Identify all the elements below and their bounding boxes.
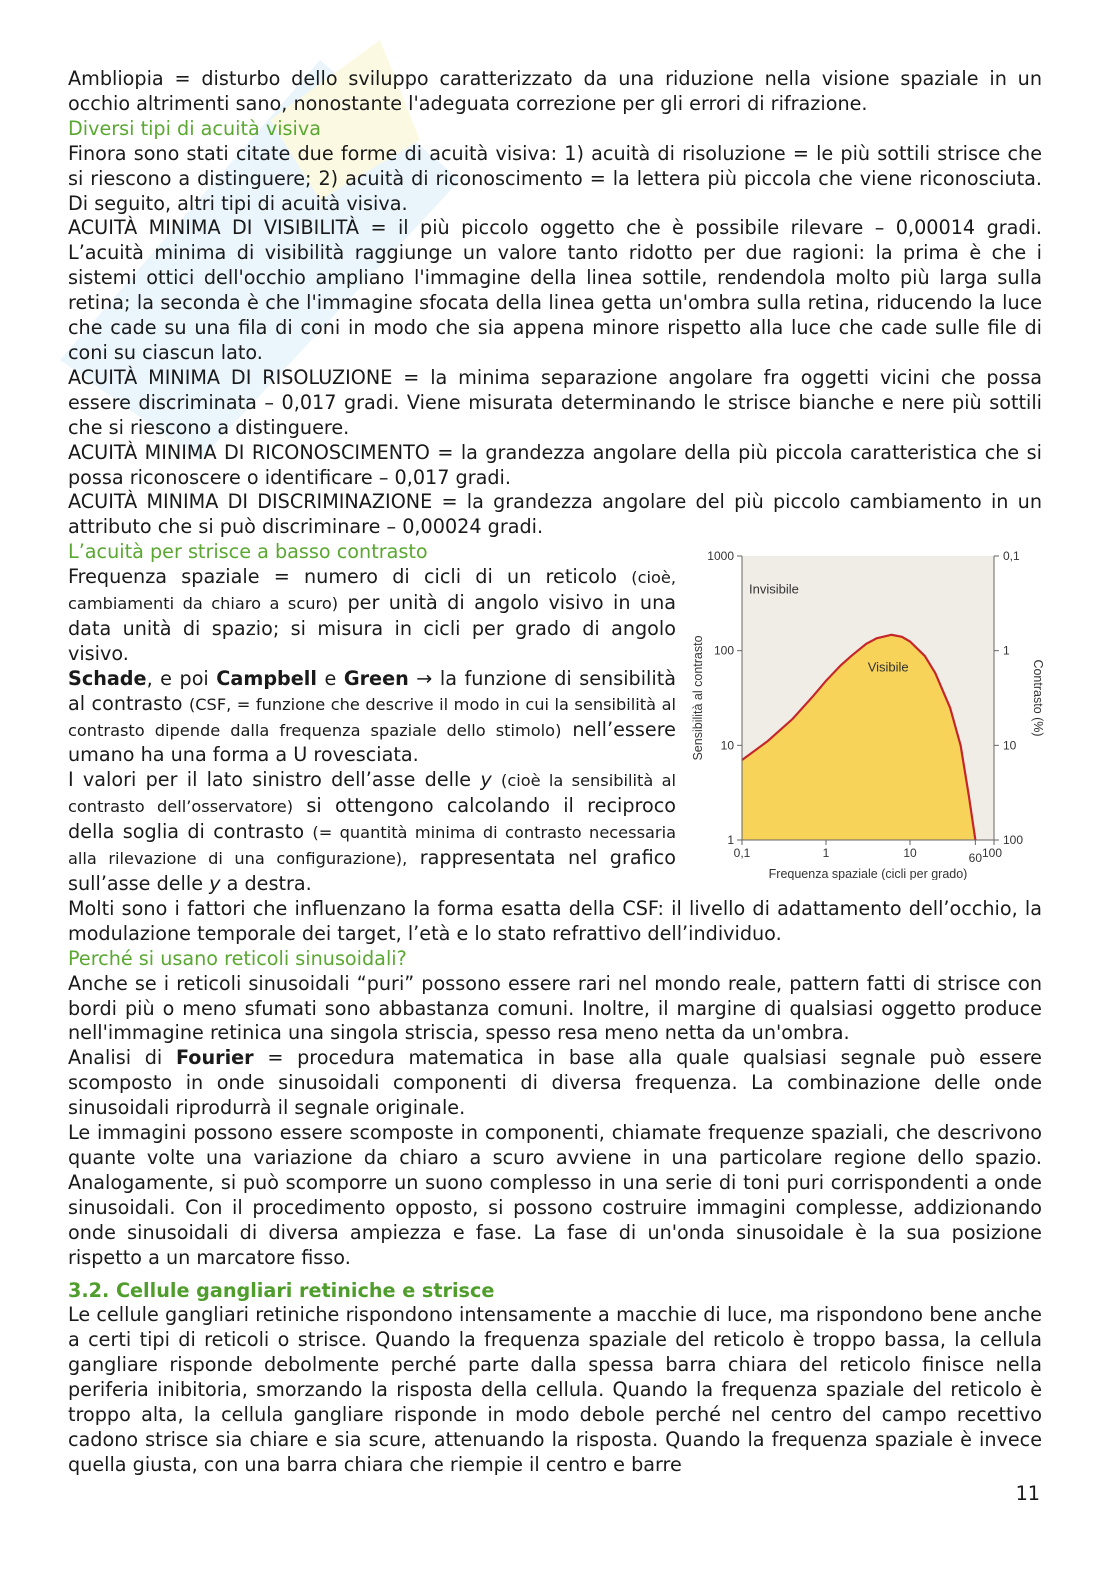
x-tick-label: 1 (822, 846, 830, 861)
name-green: Green (343, 666, 409, 690)
x-tick-label-60: 60 (968, 851, 983, 866)
y-tick-label-left: 1 (727, 833, 734, 848)
paragraph-immagini: Le immagini possono essere scomposte in componenti, chiamate frequenze spaziali, che descrivono quante volte una variazione da chiaro a scuro avviene in una particolare regione dello spazio. Analogamente, si può scomporre un suono complesso in una serie di toni puri corrispondenti a onde sinusoidali. Con il procedimento opposto, si possono costruire immagini complesse, addizionando onde sinusoidali di diversa ampiezza e fase. La fase di un'onda sinusoidale è la sua posizione rispetto a un marcatore fisso. (68, 1121, 1042, 1269)
text-frequenza-end: per unità di angolo visivo in una data unità di spazio; si misura in cicli per grado di angolo visivo. (68, 591, 676, 665)
text-csf-note: (CSF, = funzione che descrive il modo in cui la sensibilità al contrasto dipende dalla frequenza spaziale dello stimolo) (68, 694, 676, 740)
heading-reticoli-sinusoidali: Perché si usano reticoli sinusoidali? (68, 946, 407, 970)
paragraph-risoluzione: ACUITÀ MINIMA DI RISOLUZIONE = la minima separazione angolare fra oggetti vicini che possa essere discriminata – 0,017 gradi. Viene misurata determinando le strisce bianche e nere più sottili che si riescono a distinguere. (68, 365, 1042, 439)
x-tick-label: 100 (981, 846, 1003, 861)
text-asse-note2: (= quantità minima di contrasto necessaria alla rilevazione di una configurazione), (68, 823, 676, 869)
heading-basso-contrasto: L’acuità per strisce a basso contrasto (68, 540, 428, 564)
paragraph-forme-acuita: Finora sono stati citate due forme di acuità visiva: 1) acuità di risoluzione = le più sottili strisce che si riescono a distinguere; 2) acuità di riconoscimento = la lettera più piccola che viene riconosciuta. Di seguito, altri tipi di acuità visiva. (68, 141, 1042, 215)
text-asse-3: rappresentata nel grafico sull’asse delle (68, 846, 676, 895)
paragraph-fourier (68, 1046, 1042, 1121)
paragraph-riconoscimento: ACUITÀ MINIMA DI RICONOSCIMENTO = la grandezza angolare della più piccola caratteristica che si possa riconoscere o identificare – 0,017 gradi. (68, 440, 1042, 489)
text-csf-2: e (324, 666, 337, 690)
name-fourier: Fourier (175, 1046, 254, 1070)
text-csf-4: nell’essere umano ha una forma a U rovesciata. (68, 717, 676, 767)
heading-tipi-acuita: Diversi tipi di acuità visiva (68, 116, 321, 140)
y-tick-label-left: 100 (713, 643, 734, 658)
x-axis-label: Frequenza spaziale (cicli per grado) (768, 867, 968, 881)
paragraph-ambliopia: Ambliopia = disturbo dello sviluppo caratterizzato da una riduzione nella visione spaziale in un occhio altrimenti sano, nonostante l'adeguata correzione per gli errori di rifrazione. (68, 67, 1042, 115)
text-asse-4: a destra. (226, 872, 312, 895)
text-csf-1: , e poi (146, 666, 209, 690)
text-fourier-1: Analisi di (68, 1046, 163, 1070)
csf-chart (682, 540, 1050, 880)
x-tick-label: 10 (903, 846, 917, 861)
text-frequenza: Frequenza spaziale = numero di cicli di un reticolo (68, 565, 618, 589)
document-page (68, 67, 1045, 1478)
paragraph-reticoli: Anche se i reticoli sinusoidali “puri” possono essere rari nel mondo reale, pattern fatti di strisce con bordi più o meno sfumati sono abbastanza comuni. Inoltre, il margine di qualsiasi oggetto produce nell'immagine retinica una singola striscia, spesso resa meno netta da un'ombra. (68, 971, 1042, 1045)
text-fourier-2: = procedura matematica in base alla quale qualsiasi segnale può essere scomposto in onde sinusoidali componenti di diversa frequenza. La combinazione delle onde sinusoidali riprodurrà il segnale originale. (68, 1046, 1042, 1120)
paragraph-visibilita: ACUITÀ MINIMA DI VISIBILITÀ = il più piccolo oggetto che è possibile rilevare – 0,00014 gradi. L’acuità minima di visibilità raggiunge un valore tanto ridotto per due ragioni: la prima è che i sistemi ottici dell'occhio ampliano l'immagine della linea sottile, rendendola molto più larga sulla retina; la seconda è che l'immagine sfocata della linea getta un'ombra sulla retina, riducendo la luce che cade su una fila di coni in modo che sia appena minore rispetto alla luce che cade sulle file di coni su ciascun lato. (68, 216, 1042, 364)
region-label-visible: Visibile (867, 659, 909, 675)
text-asse-1: I valori per il lato sinistro dell’asse delle (68, 768, 472, 792)
region-label-invisible: Invisibile (749, 581, 799, 597)
heading-section-3-2: 3.2. Cellule gangliari retiniche e strisce (68, 1278, 495, 1302)
text-csf-3: → la funzione di sensibilità al contrasto (68, 666, 676, 715)
text-asse-y1: y (480, 768, 492, 792)
y-tick-label-right: 10 (1003, 738, 1017, 753)
name-schade: Schade (68, 666, 147, 690)
name-campbell: Campbell (216, 666, 317, 690)
y-axis-label-left: Sensibilità al contrasto (691, 635, 705, 761)
y-tick-label-right: 0,1 (1003, 549, 1020, 564)
text-frequenza-note: (cioè, cambiamenti da chiaro a scuro) (68, 568, 676, 614)
page-number: 11 (1015, 1482, 1040, 1505)
text-asse-note1: (cioè la sensibilità al contrasto dell’osservatore) (68, 771, 676, 817)
paragraph-discriminazione: ACUITÀ MINIMA DI DISCRIMINAZIONE = la grandezza angolare del più piccolo cambiamento in un attributo che si può discriminare – 0,00024 gradi. (68, 490, 1042, 539)
y-axis-label-right: Contrasto (%) (1031, 659, 1045, 737)
y-tick-label-right: 1 (1003, 643, 1010, 658)
paragraph-cellule-gangliari: Le cellule gangliari retiniche rispondono intensamente a macchie di luce, ma rispondono bene anche a certi tipi di reticoli o strisce. Quando la frequenza spaziale del reticolo è troppo bassa, la cellula gangliare risponde debolmente perché parte dalla spessa barra chiara del reticolo finisce nella periferia inibitoria, smorzando la risposta della cellula. Quando la frequenza spaziale del reticolo è troppo alta, la cellula gangliare risponde in modo debole perché nel centro del campo recettivo cadono strisce sia chiare e sia scure, attenuando la risposta. Quando la frequenza spaziale è invece quella giusta, con una barra chiara che riempie il centro e barre (68, 1303, 1042, 1476)
y-tick-label-left: 10 (720, 738, 734, 753)
y-tick-label-right: 100 (1003, 833, 1024, 848)
x-tick-label: 0,1 (733, 846, 751, 861)
y-tick-label-left: 1000 (707, 549, 734, 564)
text-asse-2: si ottengono calcolando il reciproco della soglia di contrasto (68, 794, 676, 844)
paragraph-fattori-csf: Molti sono i fattori che influenzano la forma esatta della CSF: il livello di adattamento dell’occhio, la modulazione temporale dei target, l’età e lo stato refrattivo dell’individuo. (68, 896, 1042, 945)
text-asse-y2: y (209, 872, 221, 895)
